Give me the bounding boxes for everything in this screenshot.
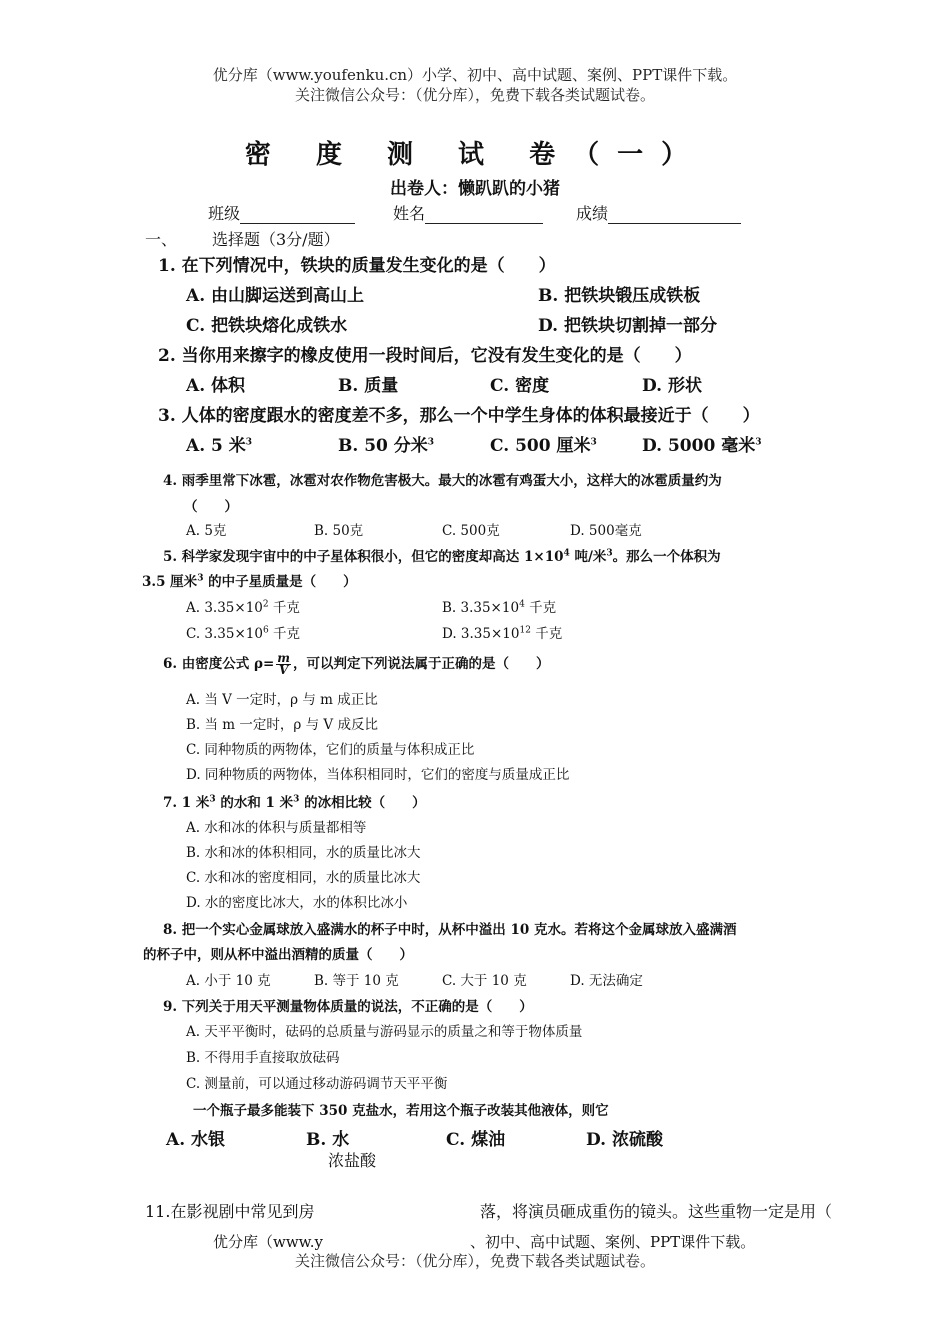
question-9: 9. 下列关于用天平测量物体质量的说法，不正确的是（ ）	[163, 999, 533, 1015]
question-8-cont: 的杯子中，则从杯中溢出酒精的质量（ ）	[143, 947, 413, 963]
question-10: 一个瓶子最多能装下 350 克盐水，若用这个瓶子改装其他液体，则它	[193, 1103, 609, 1119]
score-field[interactable]	[576, 201, 741, 224]
site-footer-line1-left: 优分库（www.y	[213, 1233, 323, 1251]
q2-option-b[interactable]: B. 质量	[338, 376, 399, 396]
q1-option-b[interactable]: B. 把铁块锻压成铁板	[538, 286, 701, 306]
q4-option-c[interactable]: C. 500克	[442, 523, 500, 539]
q2-option-c[interactable]: C. 密度	[490, 376, 550, 396]
score-label: 成绩	[576, 204, 609, 223]
question-5-cont: 3.5 厘米$^3$ 的中子星质量是（ ）	[142, 573, 357, 590]
class-label: 班级	[208, 204, 241, 223]
q10-option-b[interactable]: B. 水	[306, 1130, 350, 1150]
q2-option-d[interactable]: D. 形状	[642, 376, 702, 396]
question-11-part2: 落，将演员砸成重伤的镜头。这些重物一定是用（	[480, 1202, 833, 1221]
q4-option-d[interactable]: D. 500毫克	[570, 523, 642, 539]
q3-option-c[interactable]: C. 500 厘米$^3$	[490, 436, 597, 456]
question-3: 3. 人体的密度跟水的密度差不多，那么一个中学生身体的体积最接近于（ ）	[158, 406, 760, 426]
question-1: 1. 在下列情况中，铁块的质量发生变化的是（ ）	[158, 256, 556, 276]
question-4: 4. 雨季里常下冰雹，冰雹对农作物危害极大。最大的冰雹有鸡蛋大小，这样大的冰雹质量约为	[163, 473, 722, 489]
question-8: 8. 把一个实心金属球放入盛满水的杯子中时，从杯中溢出 10 克水。若将这个金属球放入盛满酒	[163, 922, 737, 938]
q1-option-a[interactable]: A. 由山脚运送到高山上	[186, 286, 365, 306]
class-field[interactable]	[208, 201, 355, 224]
question-5: 5. 科学家发现宇宙中的中子星体积很小，但它的密度却高达 $1\times 10^4$ 吨/米$^3$。那么一个体积为	[163, 548, 721, 565]
q3-option-a[interactable]: A. 5 米$^3$	[186, 436, 253, 456]
section-number: 一、	[145, 230, 178, 249]
q6-option-d[interactable]: D. 同种物质的两物体，当体积相同时，它们的密度与质量成正比	[186, 767, 570, 783]
question-2: 2. 当你用来擦字的橡皮使用一段时间后，它没有发生变化的是（ ）	[158, 346, 692, 366]
site-header-line1: 优分库（www.youfenku.cn）小学、初中、高中试题、案例、PPT课件下载。	[212, 66, 738, 84]
q8-option-a[interactable]: A. 小于 10 克	[186, 973, 271, 989]
q7-option-a[interactable]: A. 水和冰的体积与质量都相等	[186, 820, 367, 836]
q9-option-b[interactable]: B. 不得用手直接取放砝码	[186, 1050, 340, 1066]
q5-option-b[interactable]: B. $3.35\times 10^4$ 千克	[442, 599, 557, 616]
score-blank[interactable]	[608, 207, 741, 224]
site-header-line2: 关注微信公众号：（优分库），免费下载各类试题试卷。	[294, 86, 655, 104]
q9-option-a[interactable]: A. 天平平衡时，砝码的总质量与游码显示的质量之和等于物体质量	[186, 1024, 583, 1040]
q7-option-d[interactable]: D. 水的密度比冰大，水的体积比冰小	[186, 895, 408, 911]
q1-option-d[interactable]: D. 把铁块切割掉一部分	[538, 316, 717, 336]
site-footer-line2: 关注微信公众号：（优分库），免费下载各类试题试卷。	[294, 1252, 655, 1270]
q4-option-b[interactable]: B. 50克	[314, 523, 364, 539]
q9-option-c[interactable]: C. 测量前，可以通过移动游码调节天平平衡	[186, 1076, 448, 1092]
q3-option-d[interactable]: D. 5000 毫米$^3$	[642, 436, 762, 456]
question-7: 7. 1 米$^3$ 的水和 1 米$^3$ 的冰相比较（ ）	[163, 794, 426, 811]
q3-option-b[interactable]: B. 50 分米$^3$	[338, 436, 435, 456]
q5-option-c[interactable]: C. $3.35\times 10^6$ 千克	[186, 625, 301, 642]
q6-option-b[interactable]: B. 当 m 一定时，ρ 与 V 成反比	[186, 717, 378, 733]
class-blank[interactable]	[240, 207, 355, 224]
question-4-cont: （ ）	[184, 499, 238, 515]
section-heading: 选择题（3分/题）	[212, 230, 340, 249]
question-6: 6. 由密度公式 ρ= $\frac{m}{V}$ ，可以判定下列说法属于正确的是（ ）	[163, 651, 550, 677]
author-line: 出卷人：懒趴趴的小猪	[390, 179, 560, 199]
q10-option-c[interactable]: C. 煤油	[446, 1130, 506, 1150]
name-field[interactable]	[393, 201, 543, 224]
q7-option-c[interactable]: C. 水和冰的密度相同，水的质量比冰大	[186, 870, 421, 886]
q8-option-c[interactable]: C. 大于 10 克	[442, 973, 527, 989]
q6-option-c[interactable]: C. 同种物质的两物体，它们的质量与体积成正比	[186, 742, 475, 758]
q8-option-d[interactable]: D. 无法确定	[570, 973, 643, 989]
q1-option-c[interactable]: C. 把铁块熔化成铁水	[186, 316, 348, 336]
q4-option-a[interactable]: A. 5克	[186, 523, 227, 539]
q5-option-a[interactable]: A. $3.35\times 10^2$ 千克	[186, 599, 300, 616]
page-title: 密 度 测 试 卷（一）	[244, 140, 706, 170]
density-fraction: $\frac{m}{V}$	[277, 651, 290, 677]
q10-option-e[interactable]: 浓盐酸	[328, 1151, 377, 1170]
q10-option-a[interactable]: A. 水银	[166, 1130, 226, 1150]
q10-option-d[interactable]: D. 浓硫酸	[586, 1130, 663, 1150]
site-footer-line1-right: 、初中、高中试题、案例、PPT课件下载。	[470, 1233, 756, 1251]
q7-option-b[interactable]: B. 水和冰的体积相同，水的质量比冰大	[186, 845, 421, 861]
question-11-part1: 11.在影视剧中常见到房	[145, 1202, 315, 1221]
name-label: 姓名	[393, 204, 426, 223]
q6-option-a[interactable]: A. 当 V 一定时，ρ 与 m 成正比	[186, 692, 378, 708]
name-blank[interactable]	[425, 207, 543, 224]
q8-option-b[interactable]: B. 等于 10 克	[314, 973, 399, 989]
q2-option-a[interactable]: A. 体积	[186, 376, 246, 396]
q5-option-d[interactable]: D. $3.35\times 10^{12}$ 千克	[442, 625, 563, 642]
